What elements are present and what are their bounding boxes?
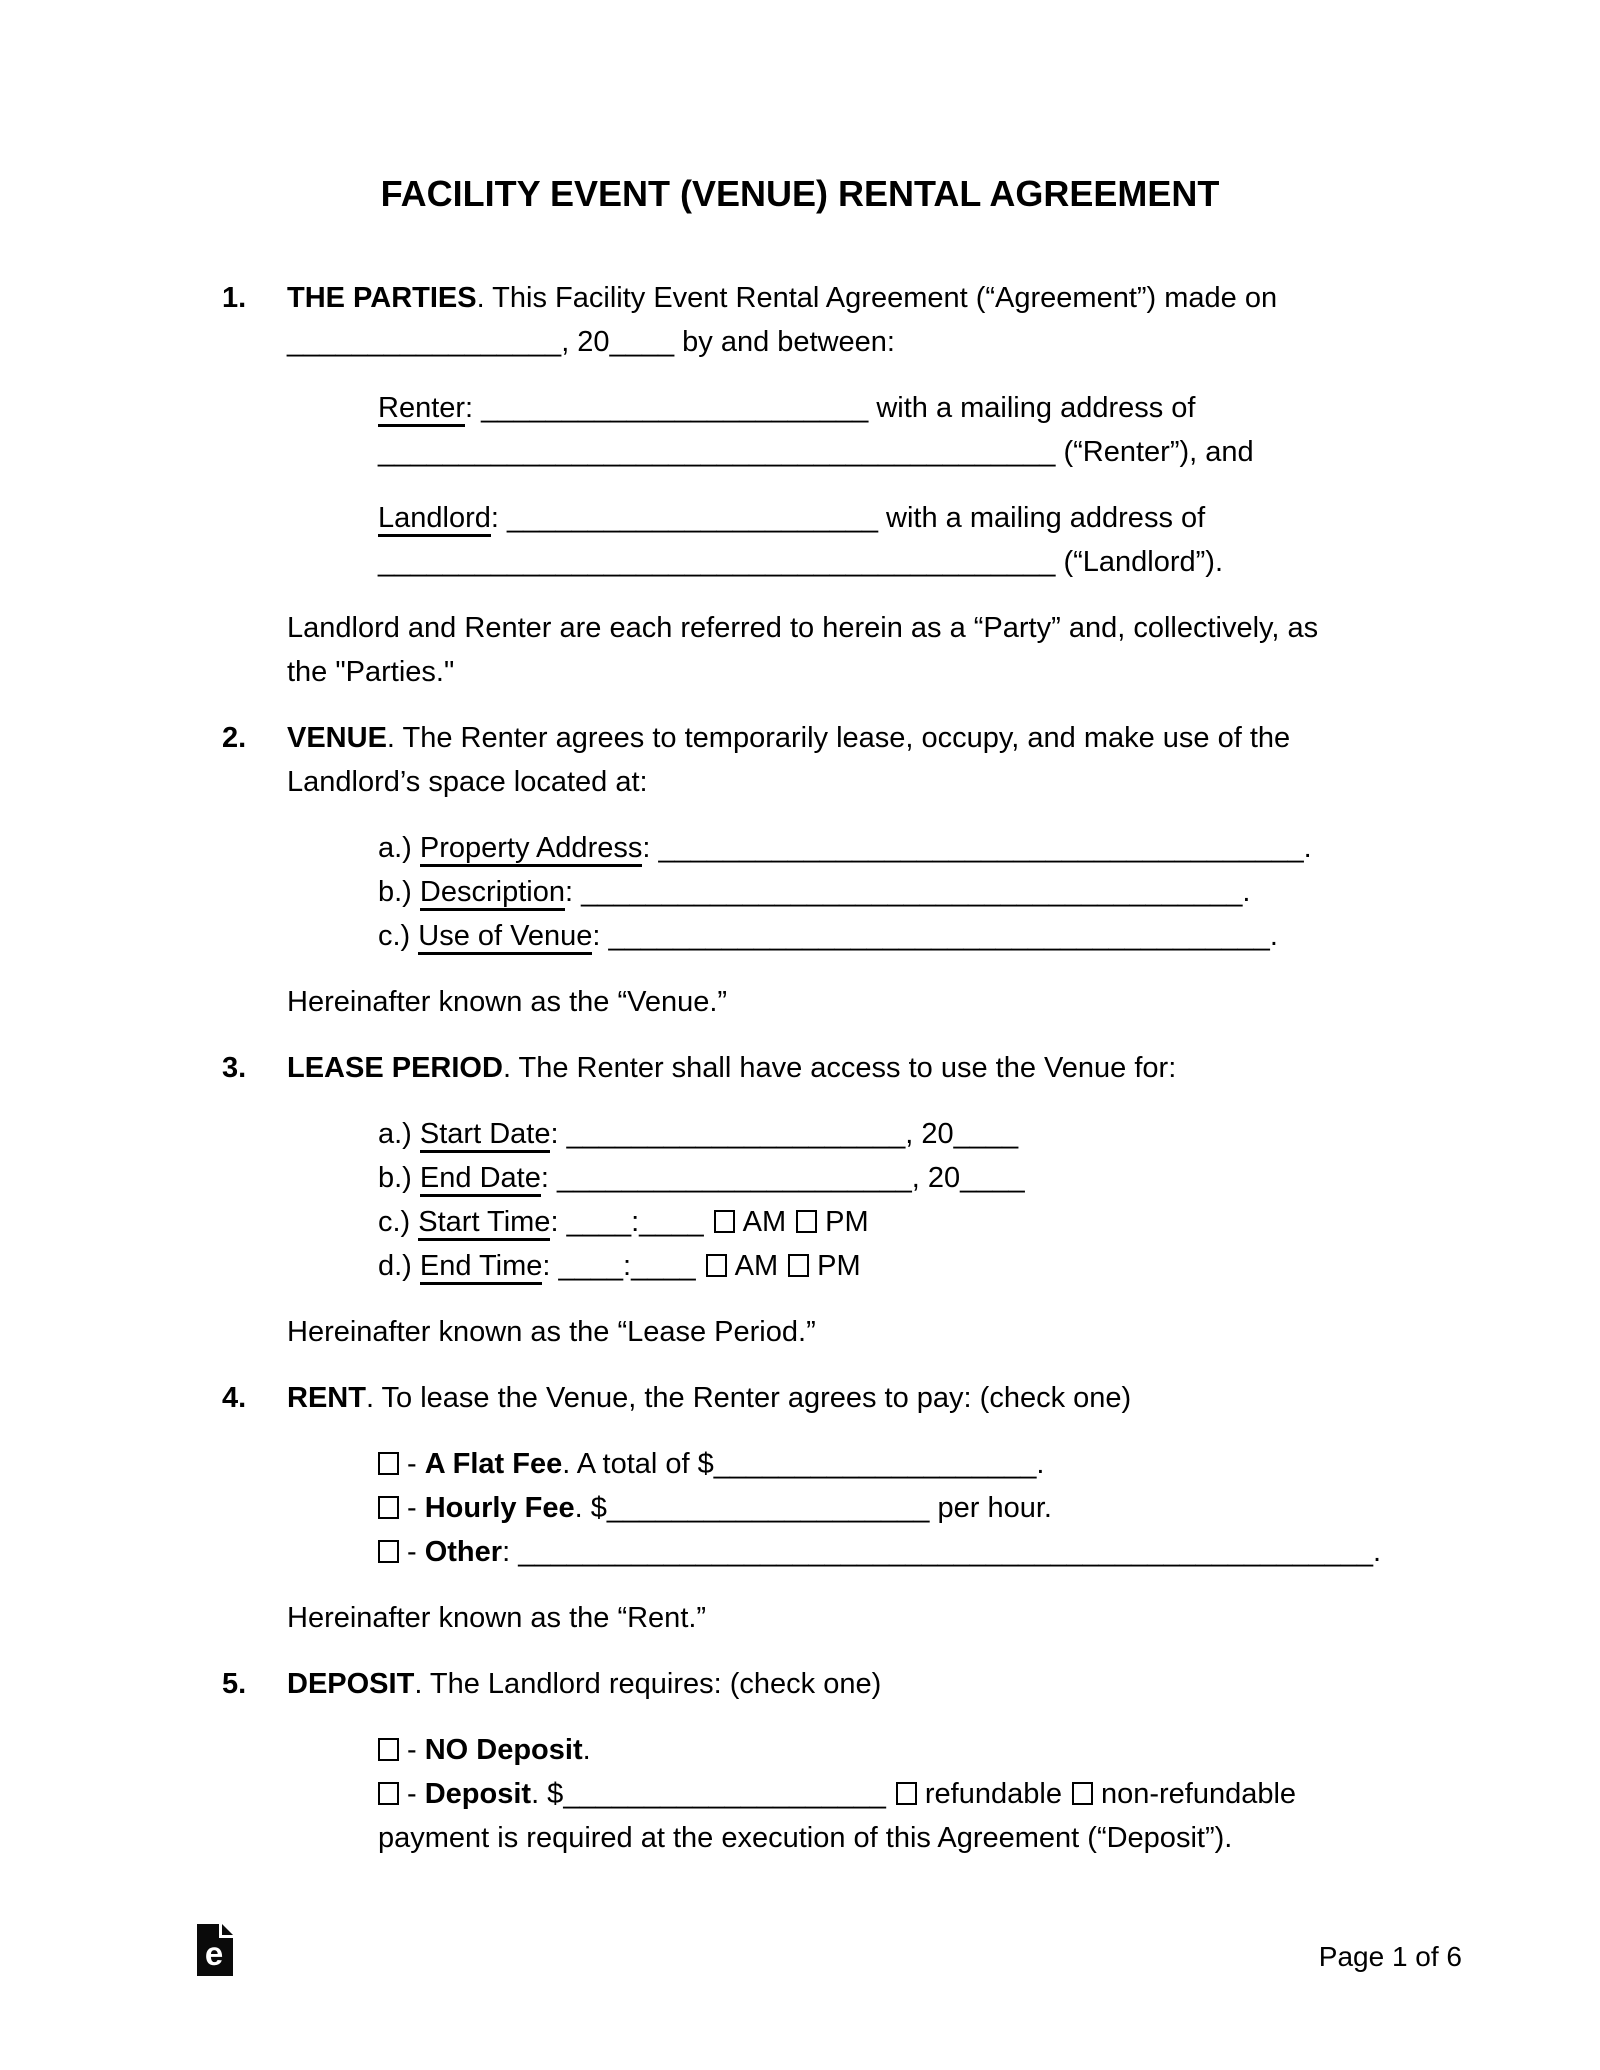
checkbox-flat-fee[interactable] [378,1452,399,1475]
section-deposit [222,1662,1480,1882]
refundable-label: refundable [924,1778,1062,1810]
text-run: : [540,1162,557,1194]
parties-note [287,606,1480,694]
text-run: , 20 [905,1118,954,1150]
text-run: : [564,876,582,908]
text-run: : [592,920,609,952]
flat-fee-label: A Flat Fee [424,1448,563,1480]
checkbox-end-time-pm[interactable] [788,1254,809,1277]
renter-label: Renter [378,392,465,427]
text-run: Landlord and Renter are each referred to herein as a “Party” and, collectively, as [287,612,1319,644]
text-run: : [542,1250,559,1282]
section-lease-period [222,1046,1480,1376]
end-date-label: End Date [420,1162,541,1197]
text-run: : [465,392,482,424]
rent-intro [287,1376,1480,1420]
text-run: per hour. [929,1492,1052,1524]
checkbox-end-time-am[interactable] [706,1254,727,1277]
text-run: . $ [574,1492,607,1524]
document-body [222,216,1480,1882]
text-run: : [550,1118,567,1150]
rent-option-hourly-fee [378,1486,1480,1530]
text-run: , 20 [561,326,610,358]
deposit-options [378,1728,1480,1860]
flat-fee-amount-blank[interactable]: ____________________ [713,1448,1037,1480]
hourly-fee-label: Hourly Fee [424,1492,575,1524]
eforms-document-logo-icon [197,1924,233,1976]
hourly-fee-amount-blank[interactable]: ____________________ [606,1492,930,1524]
landlord-block [378,496,1480,584]
lease-period-intro [287,1046,1480,1090]
other-rent-blank[interactable]: _____________________________________________________ [518,1536,1373,1568]
section-number: 3. [222,1052,247,1084]
text-run: - [407,1492,425,1524]
section-heading: VENUE [287,722,387,754]
text-run: - [407,1778,425,1810]
text-run: , 20 [911,1162,961,1194]
deposit-intro [287,1662,1480,1706]
venue-item-property-address [378,826,1480,870]
section-the-parties [222,276,1480,716]
checkbox-non-refundable[interactable] [1072,1782,1093,1805]
checkbox-deposit[interactable] [378,1782,399,1805]
text-run: . This Facility Event Rental Agreement (“Agreement”) made on [476,282,1278,314]
no-deposit-label: NO Deposit [424,1734,583,1766]
lease-item-end-date [378,1156,1480,1200]
text-run: : [642,832,659,864]
text-run: Hereinafter known as the “Rent.” [287,1602,707,1634]
venue-items [378,826,1480,958]
description-blank[interactable]: _________________________________________ [581,876,1243,908]
text-run: - [407,1536,425,1568]
text-run: by and between: [674,326,895,358]
rent-note [287,1596,1480,1640]
section-heading: DEPOSIT [287,1668,415,1700]
text-run: . A total of $ [562,1448,714,1480]
renter-address-blank[interactable]: __________________________________________ [378,436,1056,468]
item-prefix: b.) [378,1162,420,1194]
start-time-blank[interactable]: ____:____ [566,1206,704,1238]
text-run: - [407,1448,425,1480]
deposit-continuation [378,1816,1480,1860]
deposit-option-deposit [378,1772,1480,1816]
rent-option-other [378,1530,1480,1574]
text-run: (“Renter”), and [1055,436,1254,468]
renter-name-blank[interactable]: ________________________ [481,392,869,424]
lease-item-start-date [378,1112,1480,1156]
pm-label: PM [825,1206,869,1238]
use-of-venue-blank[interactable]: _________________________________________ [608,920,1270,952]
text-run: Hereinafter known as the “Venue.” [287,986,728,1018]
lease-period-items [378,1112,1480,1288]
start-date-blank[interactable]: _____________________ [566,1118,906,1150]
page-number: Page 1 of 6 [1318,1941,1462,1972]
description-label: Description [420,876,565,911]
checkbox-no-deposit[interactable] [378,1738,399,1761]
parties-intro [287,276,1480,364]
text-run: Hereinafter known as the “Lease Period.” [287,1316,816,1348]
text-run: . The Renter agrees to temporarily lease, occupy, and make use of the [386,722,1291,754]
text-run: Landlord’s space located at: [287,766,648,798]
end-date-blank[interactable]: ______________________ [556,1162,912,1194]
text-run: : [490,502,507,534]
item-prefix: d.) [378,1250,420,1282]
logo-letter: e [204,1935,224,1972]
text-run: . [1036,1448,1045,1480]
text-run: - [407,1734,425,1766]
item-prefix: a.) [378,832,420,864]
page-title: FACILITY EVENT (VENUE) RENTAL AGREEMENT [380,173,1220,214]
section-number: 5. [222,1668,247,1700]
text-run: . $ [531,1778,564,1810]
lease-period-note [287,1310,1480,1354]
checkbox-other[interactable] [378,1540,399,1563]
deposit-amount-blank[interactable]: ____________________ [563,1778,886,1810]
use-of-venue-label: Use of Venue [418,920,592,955]
text-run: with a mailing address of [868,392,1196,424]
text-run: payment is required at the execution of this Agreement (“Deposit”). [378,1822,1233,1854]
start-time-label: Start Time [418,1206,550,1241]
text-run: . The Renter shall have access to use the Venue for: [502,1052,1177,1084]
agreement-date-blank[interactable]: _________________ [287,326,562,358]
text-run: the "Parties." [287,656,455,688]
section-heading: THE PARTIES [287,282,477,314]
renter-block [378,386,1480,474]
section-heading: LEASE PERIOD [287,1052,503,1084]
text-run: : [502,1536,519,1568]
venue-note [287,980,1480,1024]
non-refundable-label: non-refundable [1100,1778,1297,1810]
checkbox-start-time-pm[interactable] [796,1210,817,1233]
am-label: AM [742,1206,787,1238]
text-run: : [550,1206,567,1238]
other-label: Other [424,1536,503,1568]
am-label: AM [734,1250,779,1282]
checkbox-refundable[interactable] [896,1782,917,1805]
end-time-label: End Time [420,1250,543,1285]
agreement-year-blank[interactable]: ____ [609,326,675,358]
text-run: . [1269,920,1278,952]
property-address-blank[interactable]: ________________________________________ [658,832,1304,864]
section-number: 1. [222,282,247,314]
checkbox-start-time-am[interactable] [714,1210,735,1233]
section-heading: RENT [287,1382,366,1414]
text-run: . To lease the Venue, the Renter agrees to pay: (check one) [365,1382,1132,1414]
text-run: . [1242,876,1251,908]
deposit-option-no-deposit [378,1728,1480,1772]
item-prefix: b.) [378,876,420,908]
item-prefix: c.) [378,1206,419,1238]
lease-item-start-time [378,1200,1480,1244]
deposit-label: Deposit [424,1778,532,1810]
text-run: . [1373,1536,1382,1568]
text-run: . [1303,832,1312,864]
lease-item-end-time [378,1244,1480,1288]
text-run: with a mailing address of [877,502,1206,534]
property-address-label: Property Address [420,832,642,867]
section-number: 2. [222,722,247,754]
rent-options [378,1442,1480,1574]
end-date-year-blank[interactable]: ____ [960,1162,1025,1194]
text-run: . [582,1734,591,1766]
landlord-label: Landlord [378,502,491,537]
start-date-year-blank[interactable]: ____ [953,1118,1019,1150]
rent-option-flat-fee [378,1442,1480,1486]
pm-label: PM [817,1250,861,1282]
section-number: 4. [222,1382,247,1414]
venue-intro [287,716,1480,804]
item-prefix: c.) [378,920,419,952]
section-rent [222,1376,1480,1662]
checkbox-hourly-fee[interactable] [378,1496,399,1519]
end-time-blank[interactable]: ____:____ [558,1250,696,1282]
item-prefix: a.) [378,1118,420,1150]
section-venue [222,716,1480,1046]
text-run: (“Landlord”). [1055,546,1224,578]
venue-item-use-of-venue [378,914,1480,958]
venue-item-description [378,870,1480,914]
start-date-label: Start Date [420,1118,551,1153]
landlord-address-blank[interactable]: __________________________________________ [378,546,1056,578]
text-run: . The Landlord requires: (check one) [414,1668,882,1700]
landlord-name-blank[interactable]: _______________________ [507,502,878,534]
